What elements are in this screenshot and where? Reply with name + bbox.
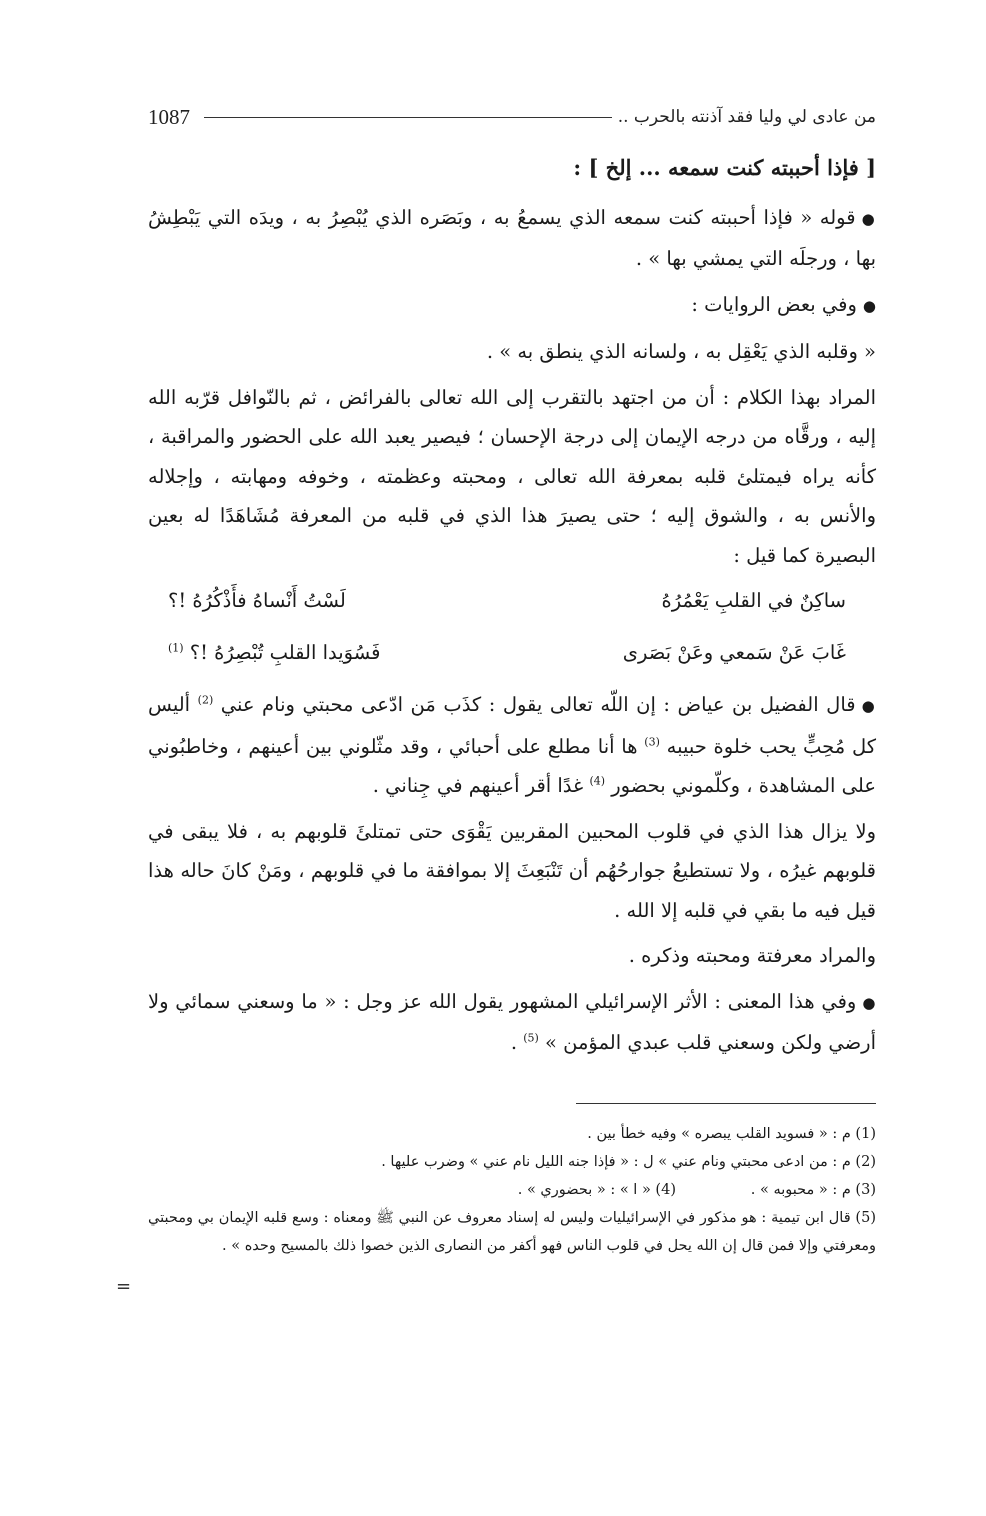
margin-mark: = bbox=[116, 1276, 132, 1297]
paragraph-6: ولا يزال هذا الذي في قلوب المحبين المقربين يَقْوَى حتى تمتلئَ قلوبهم به ، فلا يبقى في قلوبهم غيرُه ، ولا تستطيعُ جوارحُهُم أن تَنْبَعِثَ إلا بموافقة ما في قلوبهم ، ومَنْ كانَ حاله هذا قيل فيه ما بقي في قلبه إلا الله . bbox=[148, 819, 876, 922]
main-text bbox=[148, 148, 876, 1069]
page-number: 1087 bbox=[148, 104, 190, 129]
footnote-5: (5) قال ابن تيمية : هو مذكور في الإسرائيليات وليس له إسناد معروف عن النبي ﷺ ومعناه : وسع قلبه الإيمان بي ومحبتي ومعرفتي وإلا فمن قال إن الله يحل في قلوب الناس فهو أكفر من النصارى الذين خصوا ذلك بالمسيح وحده » . bbox=[148, 1210, 876, 1254]
footnote-3: (3) م : « محبوبه » . bbox=[750, 1182, 876, 1198]
footnotes bbox=[148, 1120, 876, 1260]
footnote-ref-4: (4) bbox=[589, 774, 606, 788]
footnote-ref-5: (5) bbox=[523, 1031, 539, 1045]
paragraph-3: « وقلبه الذي يَعْقِل به ، ولسانه الذي ينطق به » . bbox=[486, 340, 876, 363]
verse-2-hemistich-a: غَابَ عَنْ سَمعي وعَنْ بَصَرى bbox=[622, 641, 846, 664]
paragraph-4: المراد بهذا الكلام : أن من اجتهد بالتقرب إلى الله تعالى بالفرائض ، ثم بالنّوافل قرّبه الله إليه ، ورقَّاه من درجه الإيمان إلى درجة الإحسان ؛ فيصير يعبد الله على الحضور والمراقبة ، كأنه يراه فيمتلئ قلبه بمعرفة الله تعالى ، ومحبته وعظمته ، وخوفه ومهابته ، وإجلاله والأنس به ، والشوق إليه ؛ حتى يصيرَ هذا الذي في قلبه من المعرفة مُشَاهَدًا له بعين البصيرة كما قيل : bbox=[148, 385, 876, 567]
verse-2-hemistich-b: فَسُوَيدا القلبِ تُبْصِرُهُ !؟ $^{(1)}$ bbox=[168, 641, 381, 664]
footnote-ref-3: (3) bbox=[644, 735, 660, 748]
footnote-row-3-4 bbox=[148, 1176, 876, 1204]
footnote-4: (4) « ا » : « بحضوري » . bbox=[517, 1182, 676, 1198]
header-rule bbox=[204, 117, 612, 118]
verse-line-2 bbox=[148, 633, 876, 673]
footnote-separator bbox=[576, 1103, 876, 1104]
verse-1-hemistich-a: ساكِنٌ في القلبِ يَعْمُرُهُ bbox=[661, 589, 846, 612]
verse-line-1 bbox=[148, 581, 876, 621]
footnote-ref-1: (1) bbox=[168, 641, 184, 655]
page-header bbox=[148, 100, 876, 134]
paragraph-2: ● وفي بعض الروايات : bbox=[148, 285, 876, 327]
paragraph-8: ● وفي هذا المعنى : الأثر الإسرائيلي المشهور يقول الله عز وجل : « ما وسعني سمائي ولا أرضي ولكن وسعني قلب عبدي المؤمن » $^{(5)}$ . bbox=[148, 982, 876, 1063]
footnote-ref-2: (2) bbox=[197, 693, 214, 707]
running-title: من عادى لي وليا فقد آذنته بالحرب .. bbox=[617, 107, 876, 127]
paragraph-1: ● قوله « فإذا أحببته كنت سمعه الذي يسمعُ به ، وبَصَره الذي يُبْصِرُ به ، ويدَه التي يَبْطِشُ بها ، ورجلَه التي يمشي بها » . bbox=[148, 198, 876, 279]
paragraph-5: ● قال الفضيل بن عياض : إن اللّه تعالى يقول : كذَب مَن ادّعى محبتي ونام عني $^{(2)}$ أليس كل مُحِبٍّ يحب خلوة حبيبه $^{(3)}$ ها أنا مطلع على أحبائي ، وقد مثّلوني بين أعينهم ، وخاطبُوني على المشاهدة ، وكلّموني بحضور $^{(4)}$ غدًا أقر أعينهم في جِناني . bbox=[148, 685, 876, 806]
verse-1-hemistich-b: لَسْتُ أَنْساهُ فأَذْكُرُهُ !؟ bbox=[168, 589, 346, 612]
section-heading: [ فإذا أحببته كنت سمعه ... إلخ ] : bbox=[573, 155, 876, 180]
paragraph-7: والمراد معرفتة ومحبته وذكره . bbox=[628, 944, 876, 967]
footnote-1: (1) م : « فسويد القلب يبصره » وفيه خطأ بين . bbox=[587, 1126, 876, 1142]
footnote-2: (2) م : من ادعى محبتي ونام عني » ل : « فإذا جنه الليل نام عني » وضرب عليها . bbox=[381, 1154, 876, 1170]
